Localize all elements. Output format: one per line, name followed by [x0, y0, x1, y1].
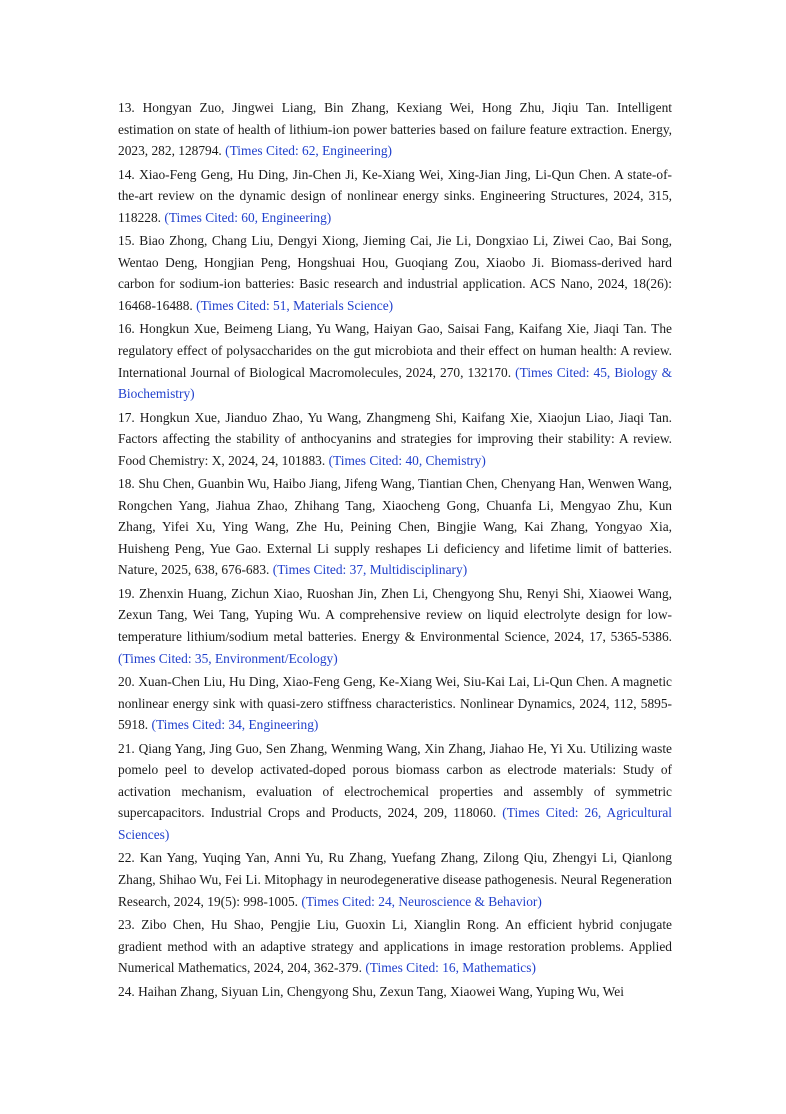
reference-number: 22.	[118, 850, 135, 866]
times-cited: (Times Cited: 24, Neuroscience & Behavior)	[301, 893, 542, 909]
times-cited: (Times Cited: 35, Environment/Ecology)	[118, 650, 338, 666]
reference-number: 24.	[118, 983, 135, 999]
reference-text: Shu Chen, Guanbin Wu, Haibo Jiang, Jifeng Wang, Tiantian Chen, Chenyang Han, Wenwen Wang, Rongchen Yang, Jiahua Zhao, Zhihang Tang, Xiaocheng Gong, Chuanfa Li, Mengyao Zhu, Kun Zhang, Yifei Xu, Ying Wang, Zhe Hu, Peining Chen, Bingjie Wang, Kai Zhang, Yongyao Xia, Huisheng Peng, Yue Gao. External Li supply reshapes Li deficiency and lifetime limit of batteries. Nature, 2025, 638, 676-683.	[118, 476, 672, 578]
reference-number: 17.	[118, 409, 135, 425]
times-cited: (Times Cited: 16, Mathematics)	[365, 960, 536, 976]
reference-text: Zibo Chen, Hu Shao, Pengjie Liu, Guoxin Li, Xianglin Rong. An efficient hybrid conjugate gradient method with an adaptive strategy and applications in image restoration problems. Applied Numerical Mathematics, 2024, 204, 362-379.	[118, 916, 672, 976]
reference-18	[118, 473, 672, 581]
reference-14	[118, 164, 672, 229]
times-cited: (Times Cited: 45, Biology & Biochemistry)	[118, 364, 673, 402]
reference-text: Qiang Yang, Jing Guo, Sen Zhang, Wenming Wang, Xin Zhang, Jiahao He, Yi Xu. Utilizing waste pomelo peel to develop activated-doped porous biomass carbon as electrode materials: Study of activation mechanism, evaluation of electrochemical properties and assembly of symmetric supercapacitors. Industrial Crops and Products, 2024, 209, 118060.	[118, 740, 672, 821]
reference-text: Hongkun Xue, Beimeng Liang, Yu Wang, Haiyan Gao, Saisai Fang, Kaifang Xie, Jiaqi Tan. The regulatory effect of polysaccharides on the gut microbiota and their effect on human health: A review. International Journal of Biological Macromolecules, 2024, 270, 132170.	[118, 321, 672, 380]
reference-21	[118, 738, 672, 846]
reference-20	[118, 671, 672, 736]
reference-list	[118, 97, 672, 1004]
reference-number: 14.	[118, 166, 135, 182]
times-cited: (Times Cited: 37, Multidisciplinary)	[272, 562, 468, 578]
reference-22	[118, 847, 672, 912]
times-cited: (Times Cited: 51, Materials Science)	[196, 297, 394, 313]
reference-text: Xiao-Feng Geng, Hu Ding, Jin-Chen Ji, Ke-Xiang Wei, Xing-Jian Jing, Li-Qun Chen. A state-of-the-art review on the dynamic design of nonlinear energy sinks. Engineering Structures, 2024, 315, 118228.	[118, 166, 673, 225]
times-cited: (Times Cited: 34, Engineering)	[151, 717, 319, 733]
reference-text: Kan Yang, Yuqing Yan, Anni Yu, Ru Zhang, Yuefang Zhang, Zilong Qiu, Zhengyi Li, Qianlong Zhang, Shihao Wu, Fei Li. Mitophagy in neurodegenerative disease pathogenesis. Neural Regeneration Research, 2024, 19(5): 998-1005.	[118, 850, 672, 909]
reference-13	[118, 97, 672, 162]
reference-text: Hongkun Xue, Jianduo Zhao, Yu Wang, Zhangmeng Shi, Kaifang Xie, Xiaojun Liao, Jiaqi Tan. Factors affecting the stability of anthocyanins and strategies for improving their stability: A review. Food Chemistry: X, 2024, 24, 101883.	[118, 409, 672, 468]
reference-number: 13.	[118, 100, 135, 115]
reference-16	[118, 318, 672, 404]
reference-text: Biao Zhong, Chang Liu, Dengyi Xiong, Jieming Cai, Jie Li, Dongxiao Li, Ziwei Cao, Bai Song, Wentao Deng, Hongjian Peng, Hongshuai Hou, Guoqiang Zou, Xiaobo Ji. Biomass-derived hard carbon for sodium-ion batteries: Basic research and industrial application. ACS Nano, 2024, 18(26): 16468-16488.	[118, 233, 672, 313]
reference-number: 15.	[118, 233, 135, 249]
reference-text: Hongyan Zuo, Jingwei Liang, Bin Zhang, Kexiang Wei, Hong Zhu, Jiqiu Tan. Intelligent estimation on state of health of lithium-ion power batteries based on failure feature extraction. Energy, 2023, 282, 128794.	[118, 100, 672, 159]
reference-number: 20.	[118, 674, 135, 690]
reference-23	[118, 914, 672, 979]
reference-text: Haihan Zhang, Siyuan Lin, Chengyong Shu, Zexun Tang, Xiaowei Wang, Yuping Wu, Wei	[138, 983, 624, 999]
times-cited: (Times Cited: 62, Engineering)	[225, 143, 393, 159]
reference-text: Xuan-Chen Liu, Hu Ding, Xiao-Feng Geng, Ke-Xiang Wei, Siu-Kai Lai, Li-Qun Chen. A magnetic nonlinear energy sink with quasi-zero stiffness characteristics. Nonlinear Dynamics, 2024, 112, 5895-5918.	[118, 674, 672, 733]
reference-17	[118, 407, 672, 472]
reference-number: 16.	[118, 321, 135, 337]
reference-text: Zhenxin Huang, Zichun Xiao, Ruoshan Jin, Zhen Li, Chengyong Shu, Renyi Shi, Xiaowei Wang, Zexun Tang, Wei Tang, Yuping Wu. A comprehensive review on liquid electrolyte design for low-temperature lithium/sodium metal batteries. Energy & Environmental Science, 2024, 17, 5365-5386.	[118, 585, 672, 645]
reference-19	[118, 583, 672, 669]
times-cited: (Times Cited: 26, Agricultural Sciences)	[118, 805, 672, 842]
reference-number: 21.	[118, 740, 135, 756]
reference-24	[118, 981, 672, 1003]
reference-number: 19.	[118, 585, 135, 601]
times-cited: (Times Cited: 40, Chemistry)	[328, 452, 486, 468]
reference-15	[118, 230, 672, 316]
times-cited: (Times Cited: 60, Engineering)	[164, 209, 332, 225]
reference-number: 18.	[118, 476, 135, 492]
reference-number: 23.	[118, 916, 135, 932]
